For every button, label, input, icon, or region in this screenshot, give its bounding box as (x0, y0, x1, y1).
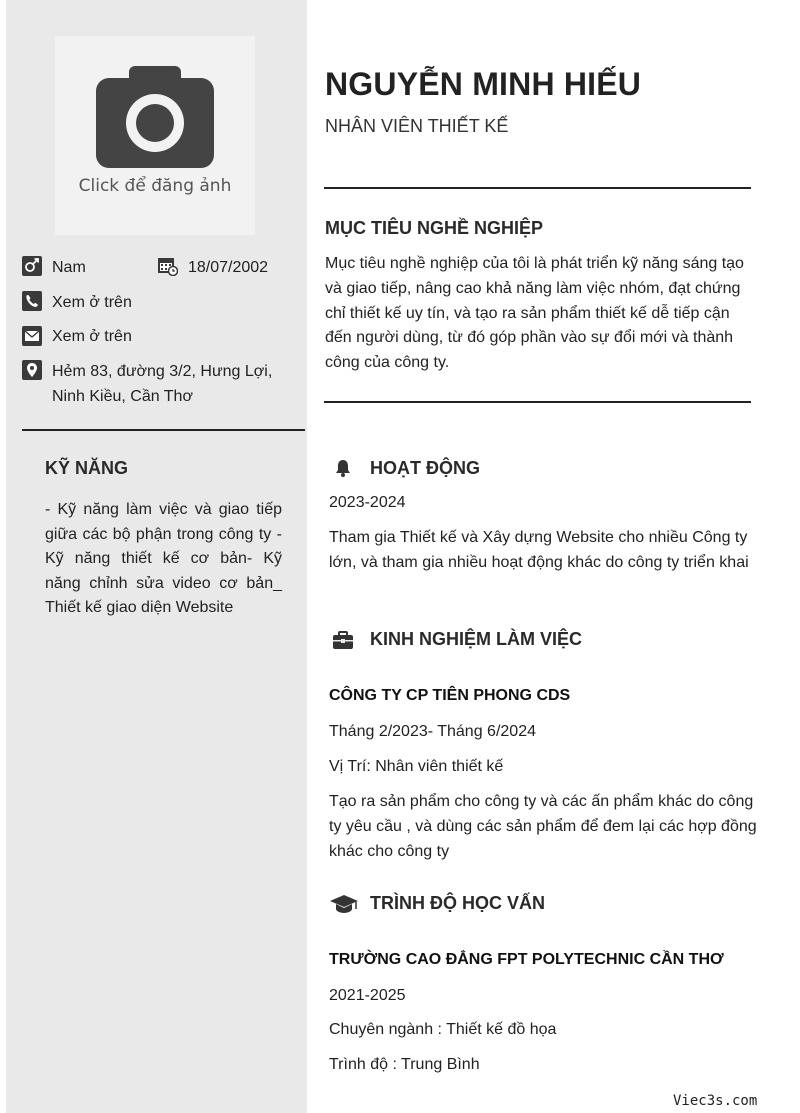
candidate-name: NGUYỄN MINH HIẾU (325, 66, 642, 102)
candidate-title: NHÂN VIÊN THIẾT KẾ (325, 116, 509, 136)
calendar-icon (158, 256, 178, 276)
experience-text: Tạo ra sản phẩm cho công ty và các ấn phẩm khác do công ty yêu cầu , và dùng các sản phẩm để đem lại các hợp đồng khác cho công ty (329, 793, 757, 860)
objective-title: MỤC TIÊU NGHỀ NGHIỆP (325, 218, 544, 238)
header-divider (324, 187, 751, 189)
birthdate-value: 18/07/2002 (188, 259, 269, 276)
phone-value[interactable]: Xem ở trên (52, 294, 132, 311)
sidebar-divider (22, 429, 305, 431)
education-school: TRƯỜNG CAO ĐẲNG FPT POLYTECHNIC CẦN THƠ (329, 951, 724, 968)
education-title: TRÌNH ĐỘ HỌC VẤN (370, 893, 545, 913)
address-value: Hẻm 83, đường 3/2, Hưng Lợi, Ninh Kiều, Cần Thơ (52, 363, 273, 405)
experience-period: Tháng 2/2023- Tháng 6/2024 (329, 723, 536, 740)
experience-company: CÔNG TY CP TIÊN PHONG CDS (329, 687, 571, 704)
photo-upload[interactable] (55, 36, 255, 235)
experience-title: KINH NGHIỆM LÀM VIỆC (370, 629, 583, 649)
gender-icon (22, 256, 42, 276)
objective-text: Mục tiêu nghề nghiệp của tôi là phát triển kỹ năng sáng tạo và giao tiếp, nâng cao khả năng làm việc nhóm, đạt chứng chỉ thiết kế uy tín, và tạo ra sản phẩm thiết kế dễ tiếp cận đến người dùng, từ đó góp phần vào sự đổi mới và thành công của công ty. (325, 255, 744, 372)
education-period: 2021-2025 (329, 987, 406, 1004)
phone-icon (22, 291, 42, 311)
objective-divider (324, 401, 751, 403)
skills-text: - Kỹ năng làm việc và giao tiếp giữa các bộ phận trong công ty - Kỹ năng thiết kế cơ bản- Kỹ năng chỉnh sửa video cơ bản_ Thiết kế giao diện Website (45, 501, 282, 617)
email-icon (22, 326, 42, 346)
email-value[interactable]: Xem ở trên (52, 328, 132, 345)
activities-title: HOẠT ĐỘNG (370, 458, 480, 478)
watermark: Viec3s.com (673, 1093, 758, 1109)
skills-title: KỸ NĂNG (45, 458, 129, 478)
briefcase-icon (332, 630, 354, 650)
experience-position: Vị Trí: Nhân viên thiết kế (329, 758, 504, 775)
education-level: Trình độ : Trung Bình (329, 1056, 480, 1073)
location-pin-icon (22, 360, 42, 380)
graduation-cap-icon (329, 894, 359, 914)
gender-value: Nam (52, 259, 86, 276)
bell-icon (333, 458, 353, 478)
camera-icon (95, 64, 215, 168)
activities-text: Tham gia Thiết kế và Xây dựng Website cho nhiều Công ty lớn, và tham gia nhiều hoạt động khác do công ty triển khai (329, 529, 749, 571)
photo-caption: Click để đăng ảnh (78, 176, 232, 196)
education-major: Chuyên ngành : Thiết kế đồ họa (329, 1021, 557, 1038)
activities-period: 2023-2024 (329, 494, 406, 511)
